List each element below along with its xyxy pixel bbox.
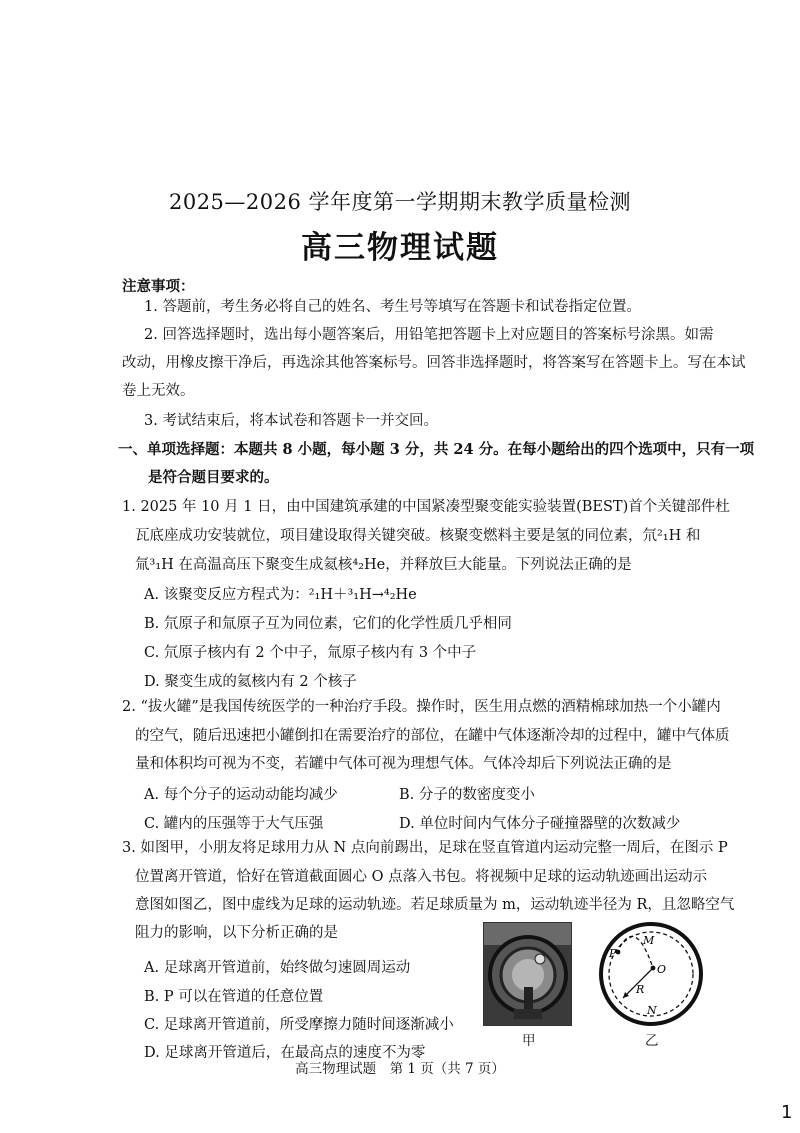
figure-yi-label: 乙 [645, 1033, 659, 1049]
q2-stem-line2: 的空气，随后迅速把小罐倒扣在需要治疗的部位，在罐中气体逐渐冷却的过程中，罐中气体质 [135, 728, 730, 744]
q1-stem-line2: 瓦底座成功安装就位，项目建设取得关键突破。核聚变燃料主要是氢的同位素，氘²₁H 和 [135, 528, 701, 544]
notice-item-1: 1. 答题前，考生务必将自己的姓名、考生号等填写在答题卡和试卷指定位置。 [144, 299, 641, 315]
q2-option-c: C. 罐内的压强等于大气压强 [144, 816, 324, 832]
q2-stem-line3: 量和体积均可视为不变，若罐中气体可视为理想气体。气体冷却后下列说法正确的是 [135, 756, 672, 772]
q1-option-c: C. 氘原子核内有 2 个中子，氚原子核内有 3 个中子 [144, 645, 477, 661]
q3-option-b: B. P 可以在管道的任意位置 [144, 989, 324, 1005]
notice-item-2-line2: 改动，用橡皮擦干净后，再选涂其他答案标号。回答非选择题时，将答案写在答题卡上。写在本试 [122, 355, 746, 371]
exam-year-line: 2025—2026 学年度第一学期期末教学质量检测 [168, 190, 632, 214]
figure-jia-label: 甲 [522, 1033, 536, 1049]
q2-option-a: A. 每个分子的运动动能均减少 [144, 787, 338, 803]
q1-option-a: A. 该聚变反应方程式为：²₁H＋³₁H→⁴₂He [144, 587, 417, 603]
q2-option-d: D. 单位时间内气体分子碰撞器壁的次数减少 [399, 816, 681, 832]
section-1-heading-line2: 是符合题目要求的。 [148, 469, 279, 486]
q1-stem-line3: 氚³₁H 在高温高压下聚变生成氦核⁴₂He，并释放巨大能量。下列说法正确的是 [135, 557, 632, 573]
section-1-heading: 一、单项选择题：本题共 8 小题，每小题 3 分，共 24 分。在每小题给出的四个选项中，只有一项 [118, 441, 755, 458]
q3-option-a: A. 足球离开管道前，始终做匀速圆周运动 [144, 960, 411, 976]
notice-item-2-line1: 2. 回答选择题时，选出每小题答案后，用铅笔把答题卡上对应题目的答案标号涂黑。如需 [144, 327, 714, 343]
label-r: R [636, 983, 645, 996]
q1-option-b: B. 氘原子和氚原子互为同位素，它们的化学性质几乎相同 [144, 616, 512, 632]
q3-stem-line2: 位置离开管道，恰好在管道截面圆心 O 点落入书包。将视频中足球的运动轨迹画出运动示 [135, 869, 708, 885]
pipe-photo-image [484, 923, 571, 1025]
label-n: N [647, 1004, 657, 1017]
figure-yi-diagram [598, 922, 704, 1026]
page-footer: 高三物理试题 第 1 页（共 7 页） [295, 1061, 505, 1077]
notice-heading: 注意事项： [122, 278, 195, 295]
q3-stem-line1: 3. 如图甲，小朋友将足球用力从 N 点向前踢出，足球在竖直管道内运动完整一周后，在图示 P [122, 840, 728, 856]
notice-item-2-line3: 卷上无效。 [122, 383, 195, 399]
label-m: M [643, 934, 655, 947]
q2-stem-line1: 2. “拔火罐”是我国传统医学的一种治疗手段。操作时，医生用点燃的酒精棉球加热一个小罐内 [122, 699, 721, 715]
label-o: O [657, 963, 667, 976]
exam-title: 高三物理试题 [301, 230, 499, 266]
q2-option-b: B. 分子的数密度变小 [399, 787, 535, 803]
q3-option-c: C. 足球离开管道前，所受摩擦力随时间逐渐减小 [144, 1017, 454, 1033]
figure-jia-photo [483, 922, 572, 1026]
q1-stem-line1: 1. 2025 年 10 月 1 日，由中国建筑承建的中国紧凑型聚变能实验装置(BEST)首个关键部件杜 [122, 499, 730, 515]
q1-option-d: D. 聚变生成的氦核内有 2 个核子 [144, 674, 357, 690]
page-number: 1 [781, 1102, 793, 1123]
q3-stem-line4: 阻力的影响，以下分析正确的是 [135, 925, 338, 941]
notice-item-3: 3. 考试结束后，将本试卷和答题卡一并交回。 [144, 413, 438, 429]
q3-stem-line3: 意图如图乙，图中虚线为足球的运动轨迹。若足球质量为 m，运动轨迹半径为 R，且忽略空气 [135, 897, 735, 913]
q3-option-d: D. 足球离开管道后，在最高点的速度不为零 [144, 1045, 426, 1061]
label-p: P [609, 947, 617, 960]
